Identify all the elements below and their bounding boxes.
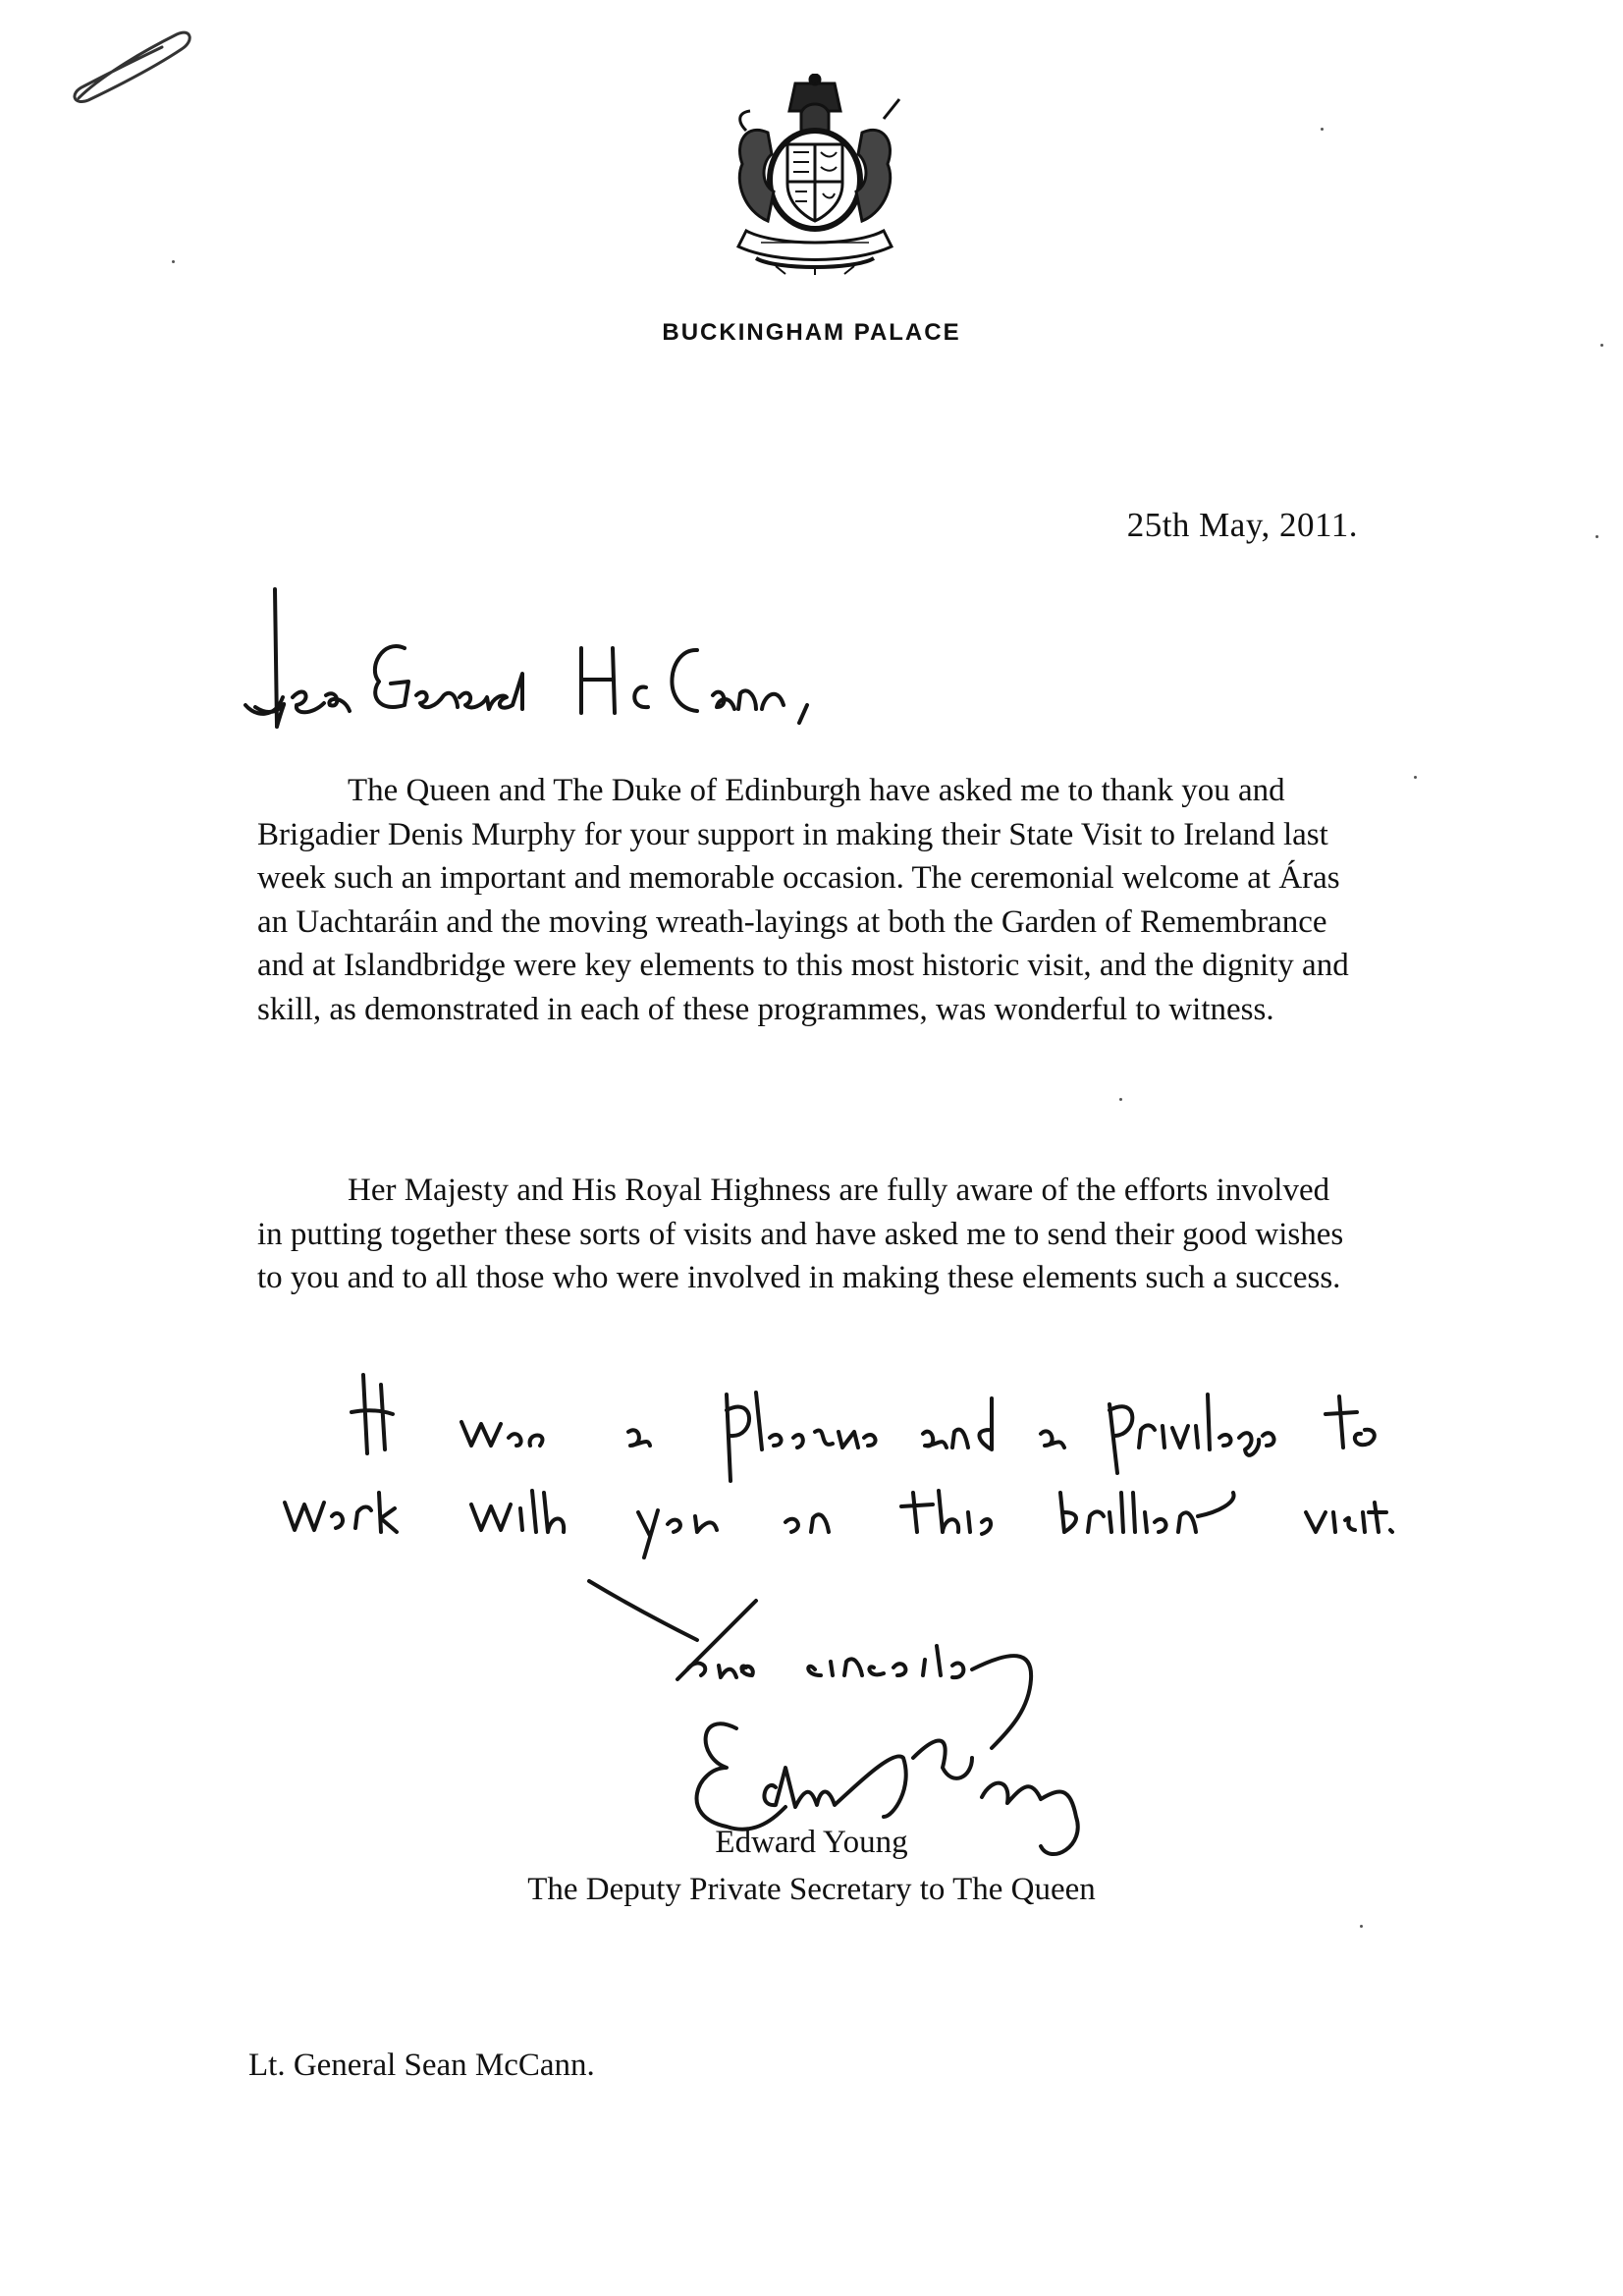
royal-coat-of-arms-icon xyxy=(717,74,913,275)
signatory-name: Edward Young xyxy=(715,1825,908,1860)
scan-speck xyxy=(1360,1925,1363,1928)
scan-speck xyxy=(1321,128,1324,131)
paperclip-mark-icon xyxy=(69,20,196,108)
body-paragraph-1: The Queen and The Duke of Edinburgh have asked me to thank you and Brigadier Denis Murphy for your support in making their State Visit to Ireland last week such an important and memorable occasion. The ceremonial welcome at Áras an Uachtaráin and the moving wreath-layings at both the Garden of Remembrance and at Islandbridge were key elements to this most historic visit, and the dignity and skill, as demonstrated in each of these programmes, was wonderful to witness. xyxy=(257,773,1349,1027)
body-paragraph-2: Her Majesty and His Royal Highness are fully aware of the efforts involved in putting together these sorts of visits and have asked me to send their good wishes to you and to all those who were involved in making these elements such a success. xyxy=(257,1173,1344,1295)
handwritten-salutation xyxy=(236,579,844,746)
letterhead-address: BUCKINGHAM PALACE xyxy=(662,319,961,346)
letter-date: 25th May, 2011. xyxy=(1126,506,1358,544)
scan-speck xyxy=(1596,535,1598,538)
scan-speck xyxy=(1119,1098,1122,1101)
scan-speck xyxy=(172,260,175,263)
scan-speck xyxy=(1600,344,1603,347)
scan-speck xyxy=(1414,776,1417,779)
signatory-title: The Deputy Private Secretary to The Queen xyxy=(527,1872,1096,1907)
recipient-name: Lt. General Sean McCann. xyxy=(248,2048,595,2083)
